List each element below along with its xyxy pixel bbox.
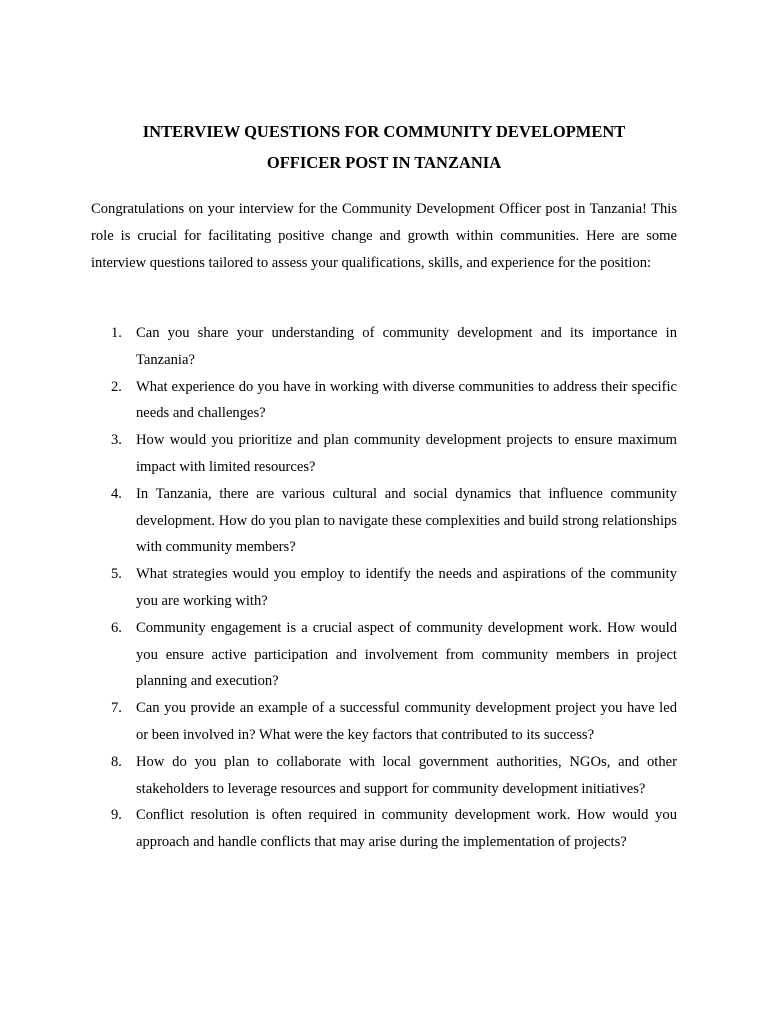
question-number: 8. — [111, 753, 122, 770]
document-title-line-1: INTERVIEW QUESTIONS FOR COMMUNITY DEVELOPMENT — [142, 122, 626, 141]
document-title — [91, 116, 677, 178]
question-text: How do you plan to collaborate with local government authorities, NGOs, and other stakeholders to leverage resources and support for community development initiatives? — [136, 753, 677, 797]
question-item — [111, 749, 677, 803]
document-title-line-2: OFFICER POST IN TANZANIA — [266, 153, 502, 172]
question-number: 4. — [111, 485, 122, 502]
question-item — [111, 695, 677, 749]
question-text: How would you prioritize and plan community development projects to ensure maximum impact with limited resources? — [136, 432, 677, 475]
question-number: 6. — [111, 619, 122, 636]
question-text: Can you share your understanding of community development and its importance in Tanzania? — [136, 325, 677, 368]
question-number: 5. — [111, 566, 122, 583]
question-text: Conflict resolution is often required in community development work. How would you approach and handle conflicts that may arise during the implementation of projects? — [136, 807, 677, 851]
question-list — [111, 320, 677, 856]
question-item — [111, 320, 677, 374]
question-item — [111, 427, 677, 481]
question-number: 9. — [111, 807, 122, 824]
question-text: What experience do you have in working with diverse communities to address their specific needs and challenges? — [136, 378, 677, 422]
intro-paragraph: Congratulations on your interview for the Community Development Officer post in Tanzania! This role is crucial for facilitating positive change and growth within communities. Here are some interview questions tailored to assess your qualifications, skills, and experience for the position: — [91, 201, 677, 271]
question-number: 2. — [111, 378, 122, 395]
question-item — [111, 615, 677, 695]
question-item — [111, 561, 677, 615]
question-text: In Tanzania, there are various cultural and social dynamics that influence community development. How do you plan to navigate these complexities and build strong relationships with community members? — [136, 485, 677, 556]
question-text: Community engagement is a crucial aspect of community development work. How would you ensure active participation and involvement from community members in project planning and execution? — [136, 619, 677, 690]
question-text: Can you provide an example of a successful community development project you have led or been involved in? What were the key factors that contributed to its success? — [136, 700, 677, 743]
question-item — [111, 481, 677, 561]
question-item — [111, 802, 677, 856]
question-number: 7. — [111, 700, 122, 717]
question-number: 3. — [111, 432, 122, 449]
question-number: 1. — [111, 325, 122, 341]
question-text: What strategies would you employ to identify the needs and aspirations of the community you are working with? — [136, 566, 677, 609]
question-item — [111, 374, 677, 428]
